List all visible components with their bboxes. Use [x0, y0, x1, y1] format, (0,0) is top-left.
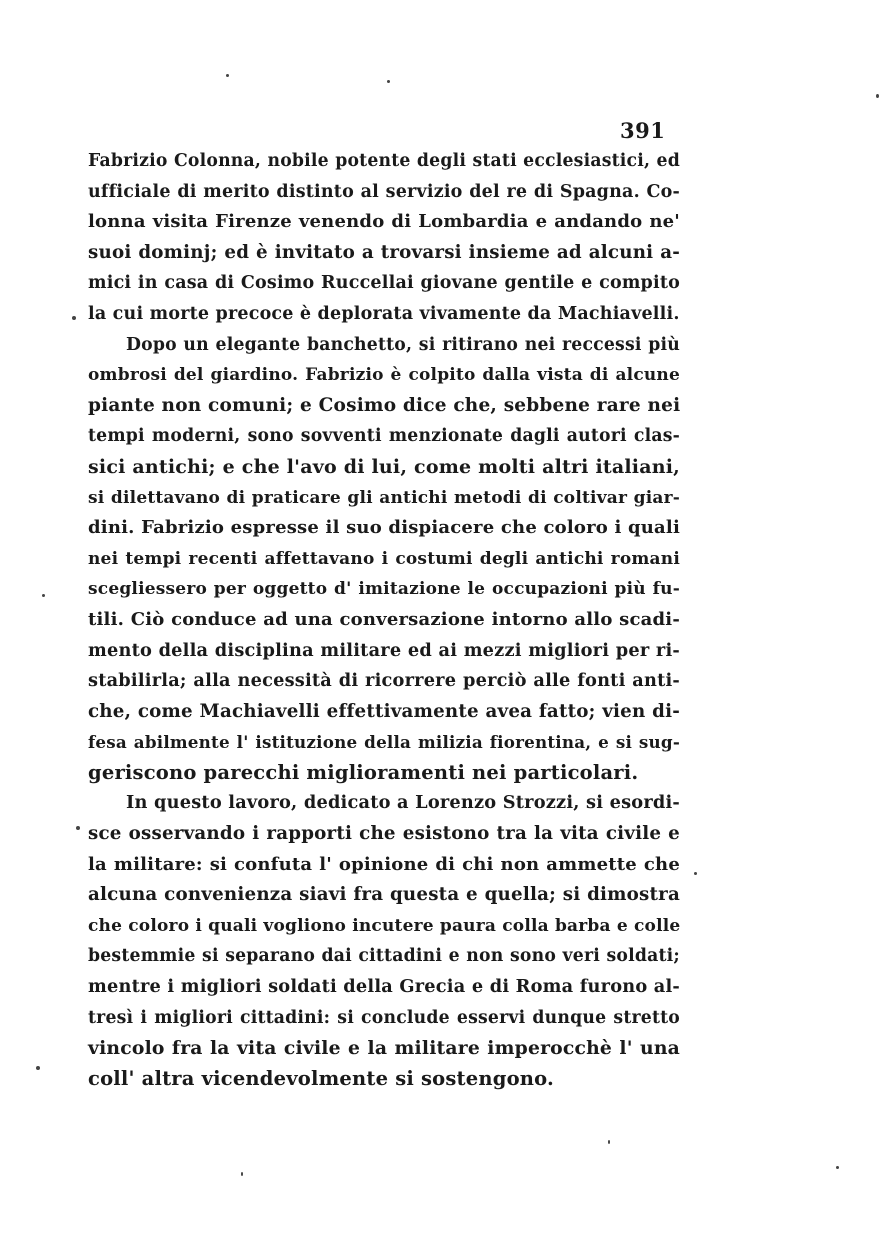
scan-speck [241, 1172, 243, 1176]
paragraph-3-line-7: mentre i migliori soldati della Grecia e di Roma furono al- [88, 976, 680, 998]
paragraph-2-line-10: tili. Ciò conduce ad una conversazione intorno allo scadi- [88, 608, 680, 630]
scan-speck [42, 594, 45, 597]
paragraph-3-line-9: vincolo fra la vita civile e la militare imperocchè l' una [88, 1037, 680, 1060]
paragraph-1-line-5: mici in casa di Cosimo Ruccellai giovane gentile e compito [88, 273, 680, 294]
paragraph-2-line-9: scegliessero per oggetto d' imitazione le occupazioni più fu- [88, 579, 680, 600]
paragraph-3-line-8: tresì i migliori cittadini: si conclude esservi dunque stretto [88, 1007, 680, 1028]
paragraph-3-line-1: In questo lavoro, dedicato a Lorenzo Strozzi, si esordi- [126, 792, 680, 814]
paragraph-3-line-2: sce osservando i rapporti che esistono tra la vita civile e [88, 823, 680, 845]
scan-speck [226, 74, 229, 77]
paragraph-2-line-7: dini. Fabrizio espresse il suo dispiacere che coloro i quali [88, 517, 680, 539]
paragraph-2-line-12: stabilirla; alla necessità di ricorrere perciò alle fonti anti- [88, 670, 680, 692]
paragraph-2-line-11: mento della disciplina militare ed ai mezzi migliori per ri- [88, 639, 680, 661]
paragraph-2-line-13: che, come Machiavelli effettivamente avea fatto; vien di- [88, 700, 680, 722]
scan-speck [387, 80, 390, 83]
scan-speck [36, 1066, 40, 1070]
paragraph-2-line-4: tempi moderni, sono sovventi menzionate dagli autori clas- [88, 426, 680, 447]
paragraph-1-line-2: ufficiale di merito distinto al servizio del re di Spagna. Co- [88, 181, 680, 202]
paragraph-2-line-1: Dopo un elegante banchetto, si ritirano nei reccessi più [126, 334, 680, 355]
paragraph-3-line-4: alcuna convenienza siavi fra questa e quella; si dimostra [88, 884, 680, 906]
paragraph-1-line-3: lonna visita Firenze venendo di Lombardia e andando ne' [88, 211, 680, 233]
paragraph-2-line-15: geriscono parecchi miglioramenti nei particolari. [88, 760, 639, 784]
paragraph-3-line-10: coll' altra vicendevolmente si sostengono. [88, 1066, 555, 1090]
paragraph-2-line-6: si dilettavano di praticare gli antichi metodi di coltivar giar- [88, 487, 680, 508]
scan-speck [72, 316, 76, 320]
paragraph-3-line-3: la militare: si confuta l' opinione di chi non ammette che [88, 853, 680, 875]
page-number: 391 [620, 118, 666, 143]
paragraph-1-line-1: Fabrizio Colonna, nobile potente degli stati ecclesiastici, ed [88, 151, 680, 171]
scan-speck [836, 1166, 839, 1169]
paragraph-3-line-5: che coloro i quali vogliono incutere paura colla barba e colle [88, 915, 681, 936]
body-text [88, 146, 680, 1094]
paragraph-3-line-6: bestemmie si separano dai cittadini e non sono veri soldati; [88, 946, 680, 967]
paragraph-1-line-4: suoi dominj; ed è invitato a trovarsi insieme ad alcuni a- [88, 241, 680, 263]
paragraph-1-line-6: la cui morte precoce è deplorata vivamente da Machiavelli. [88, 303, 680, 324]
scan-speck [608, 1140, 610, 1144]
scan-speck [76, 826, 80, 830]
paragraph-2-line-2: ombrosi del giardino. Fabrizio è colpito dalla vista di alcune [88, 365, 680, 386]
paragraph-2-line-3: piante non comuni; e Cosimo dice che, sebbene rare nei [88, 394, 681, 416]
scan-speck [876, 94, 879, 98]
paragraph-2-line-8: nei tempi recenti affettavano i costumi degli antichi romani [88, 548, 680, 569]
scan-speck [694, 872, 697, 875]
paragraph-2-line-5: sici antichi; e che l'avo di lui, come molti altri italiani, [88, 455, 680, 478]
paragraph-2-line-14: fesa abilmente l' istituzione della milizia fiorentina, e si sug- [88, 732, 680, 753]
